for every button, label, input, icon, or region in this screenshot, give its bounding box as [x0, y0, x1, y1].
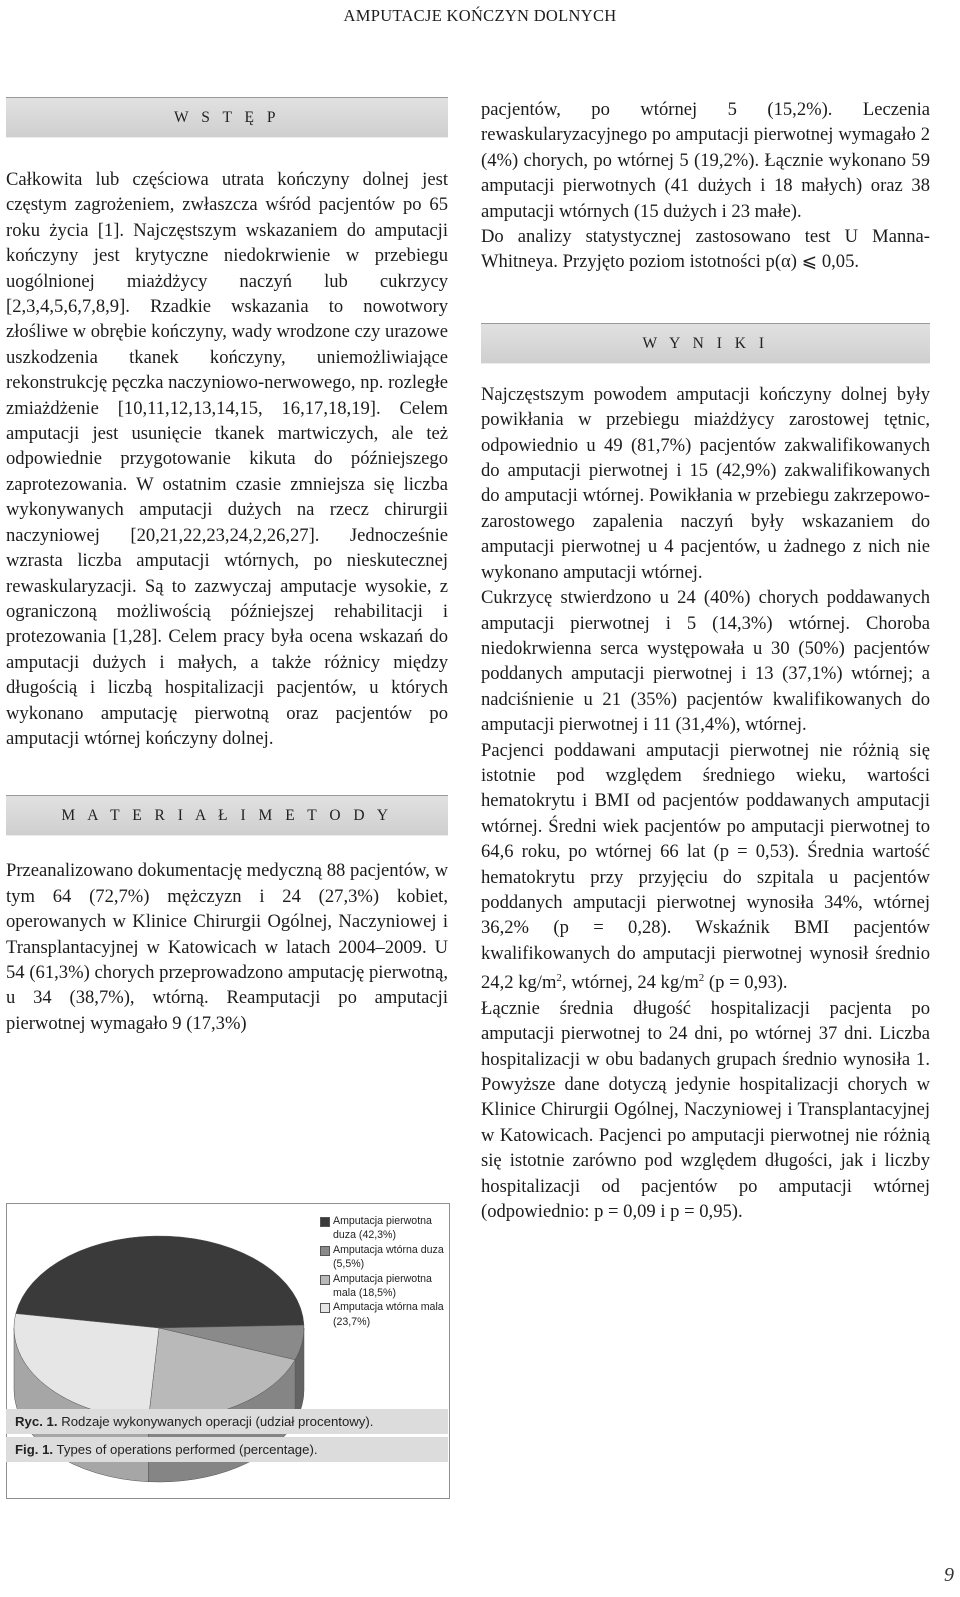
wyniki-p3-part-c: (p = 0,93). [704, 972, 788, 994]
legend-label: Amputacja pierwotna duza (42,3%) [333, 1215, 432, 1242]
legend-item-2 [320, 1243, 445, 1272]
wyniki-paragraph-1: Najczęstszym powodem amputacji kończyny dolnej były powikłania w przebiegu miażdżycy zarostowej tętnic, odpowiednio u 49 (81,7%) pacjentów zakwalifikowanych do amputacji pierwotnej i 15 (42,9%) zakwalifikowanych do amputacji wtórnej. Powikłania w przebiegu zakrzepowo-zarostowego zapalenia naczyń były wskazaniem do amputacji pierwotnej u 4 pacjentów, u żadnego z nich nie wykonano amputacji wtórnej. [481, 383, 930, 583]
legend-swatch [320, 1217, 330, 1227]
left-column [6, 97, 448, 1036]
caption-pl-label: Ryc. 1. [15, 1414, 58, 1429]
legend-label: Amputacja pierwotna mala (18,5%) [333, 1272, 432, 1300]
legend-item-4 [320, 1300, 445, 1329]
caption-en-text: Types of operations performed (percentage). [53, 1442, 318, 1457]
running-header: AMPUTACJE KOŃCZYN DOLNYCH [343, 6, 617, 25]
metody-paragraph: Przeanalizowano dokumentację medyczną 88 pacjentów, w tym 64 (72,7%) mężczyzn i 24 (27,3%) kobiet, operowanych w Klinice Chirurgii Ogólnej, Naczyniowej i Transplantacyjnej w Katowicach w latach 2004–2009. U 54 (61,3%) chorych przeprowadzono amputację pierwotną, u 34 (38,7%), wtórną. Reamputacji po amputacji pierwotnej wymagało 9 (17,3%) [6, 860, 448, 1034]
caption-en-label: Fig. 1. [15, 1442, 54, 1457]
figure-caption-pl [6, 1409, 448, 1434]
right-column [481, 97, 930, 1224]
pie-slice-1 [16, 1236, 304, 1328]
chart-legend [320, 1214, 445, 1329]
wyniki-paragraph-3 [481, 738, 930, 996]
legend-item-1 [320, 1214, 445, 1243]
statistics-paragraph: Do analizy statystycznej zastosowano test U Manna-Whitneya. Przyjęto poziom istotności p(α) ⩽ 0,05. [481, 226, 930, 273]
wstep-paragraph: Całkowita lub częściowa utrata kończyny dolnej jest częstym zagrożeniem, zwłaszcza wśród pacjentów po 65 roku życia [1]. Najczęstszym wskazaniem do amputacji kończyny jest krytyczne niedokrwienie w przebiegu uogólnionej miażdżycy naczyń lub cukrzycy [2,3,4,5,6,7,8,9]. Rzadkie wskazania to nowotwory złośliwe w obrębie kończyny, wady wrodzone czy urazowe uszkodzenia tkanek kończyny, uniemożliwiające rekonstrukcję pęczka naczyniowo-nerwowego, np. rozległe zmiażdżenie [10,11,12,13,14,15, 16,17,18,19]. Celem amputacji jest usunięcie tkanek martwiczych, ale też odpowiednie przygotowanie kikuta do późniejszego zaprotezowania. W ostatnim czasie zmniejsza się liczba wykonywanych amputacji dużych na rzecz chirurgii naczyniowej [20,21,22,23,24,2,26,27]. Jednocześnie wzrasta liczba amputacji wtórnych, po nieskutecznej rewaskularyzacji. Są to zazwyczaj amputacje wysokie, z ograniczoną możliwością późniejszej rehabilitacji i protezowania [1,28]. Celem pracy była ocena wskazań do amputacji dużych i małych, a także różnicy między długością i liczbą hospitalizacji pacjentów, u których wykonano amputację pierwotną oraz pacjentów po amputacji wtórnej kończyny dolnej. [6, 169, 448, 749]
page-number: 9 [944, 1564, 954, 1586]
section-heading-wyniki: W Y N I K I [481, 323, 930, 364]
section-heading-wstep: W S T Ę P [6, 97, 448, 138]
section-heading-metody: M A T E R I A Ł I M E T O D Y [6, 795, 448, 836]
legend-swatch [320, 1275, 330, 1285]
metody-continuation: pacjentów, po wtórnej 5 (15,2%). Leczenia rewaskularyzacyjnego po amputacji pierwotnej wymagało 2 (4%) chorych, po wtórnej 5 (19,2%). Łącznie wykonano 59 amputacji pierwotnych (41 dużych i 18 małych) oraz 38 amputacji wtórnych (15 dużych i 23 małe). [481, 99, 930, 222]
figure-caption-en [6, 1437, 448, 1462]
wyniki-p3-part-a: Pacjenci poddawani amputacji pierwotnej nie różnią się istotnie pod względem średniego wieku, wartości hematokrytu i BMI od pacjentów poddawanych amputacji wtórnej. Średni wiek pacjentów po amputacji pierwotnej to 64,6 roku, po wtórnej 66 lat (p = 0,53). Średnia wartość hematokrytu przy przyjęciu do szpitala u pacjentów poddanych amputacji pierwotnej wynosiła 34%, wtórnej 36,2% (p = 0,28). Wskaźnik BMI pacjentów kwalifikowanych do amputacji pierwotnej wynosił średnio 24,2 kg/m [481, 739, 930, 994]
legend-swatch [320, 1303, 330, 1313]
legend-label: Amputacja wtórna duza (5,5%) [333, 1243, 444, 1271]
superscript-2: 2 [556, 972, 562, 985]
wyniki-paragraph-2: Cukrzycę stwierdzono u 24 (40%) chorych poddawanych amputacji pierwotnej i 5 (14,3%) wtórnej. Choroba niedokrwienna serca występowała u 30 (50%) pacjentów poddanych amputacji pierwotnej i 13 (37,1%) wtórnej; a nadciśnienie u 21 (35%) pacjentów kwalifikowanych do amputacji pierwotnej i 11 (31,4%), wtórnej. [481, 587, 930, 736]
superscript-2b: 2 [698, 972, 705, 985]
caption-pl-text: Rodzaje wykonywanych operacji (udział procentowy). [57, 1414, 374, 1429]
wyniki-paragraph-4: Łącznie średnia długość hospitalizacji pacjenta po amputacji pierwotnej to 24 dni, po wtórnej 37 dni. Liczba hospitalizacji w obu badanych grupach średnio wynosiła 1. Powyższe dane dotyczą jedynie hospitalizacji chorych w Klinice Chirurgii Ogólnej, Naczyniowej i Transplantacyjnej w Katowicach. Pacjenci po amputacji pierwotnej nie różnią się istotnie zarówno pod względem długości, jak i liczby hospitalizacji od pacjentów po amputacji wtórnej (odpowiednio: p = 0,09 i p = 0,95). [481, 997, 930, 1223]
legend-swatch [320, 1246, 330, 1256]
wyniki-p3-part-b: , wtórnej, 24 kg/m [561, 972, 699, 994]
legend-item-3 [320, 1272, 445, 1301]
legend-label: Amputacja wtórna mala (23,7%) [333, 1301, 444, 1328]
